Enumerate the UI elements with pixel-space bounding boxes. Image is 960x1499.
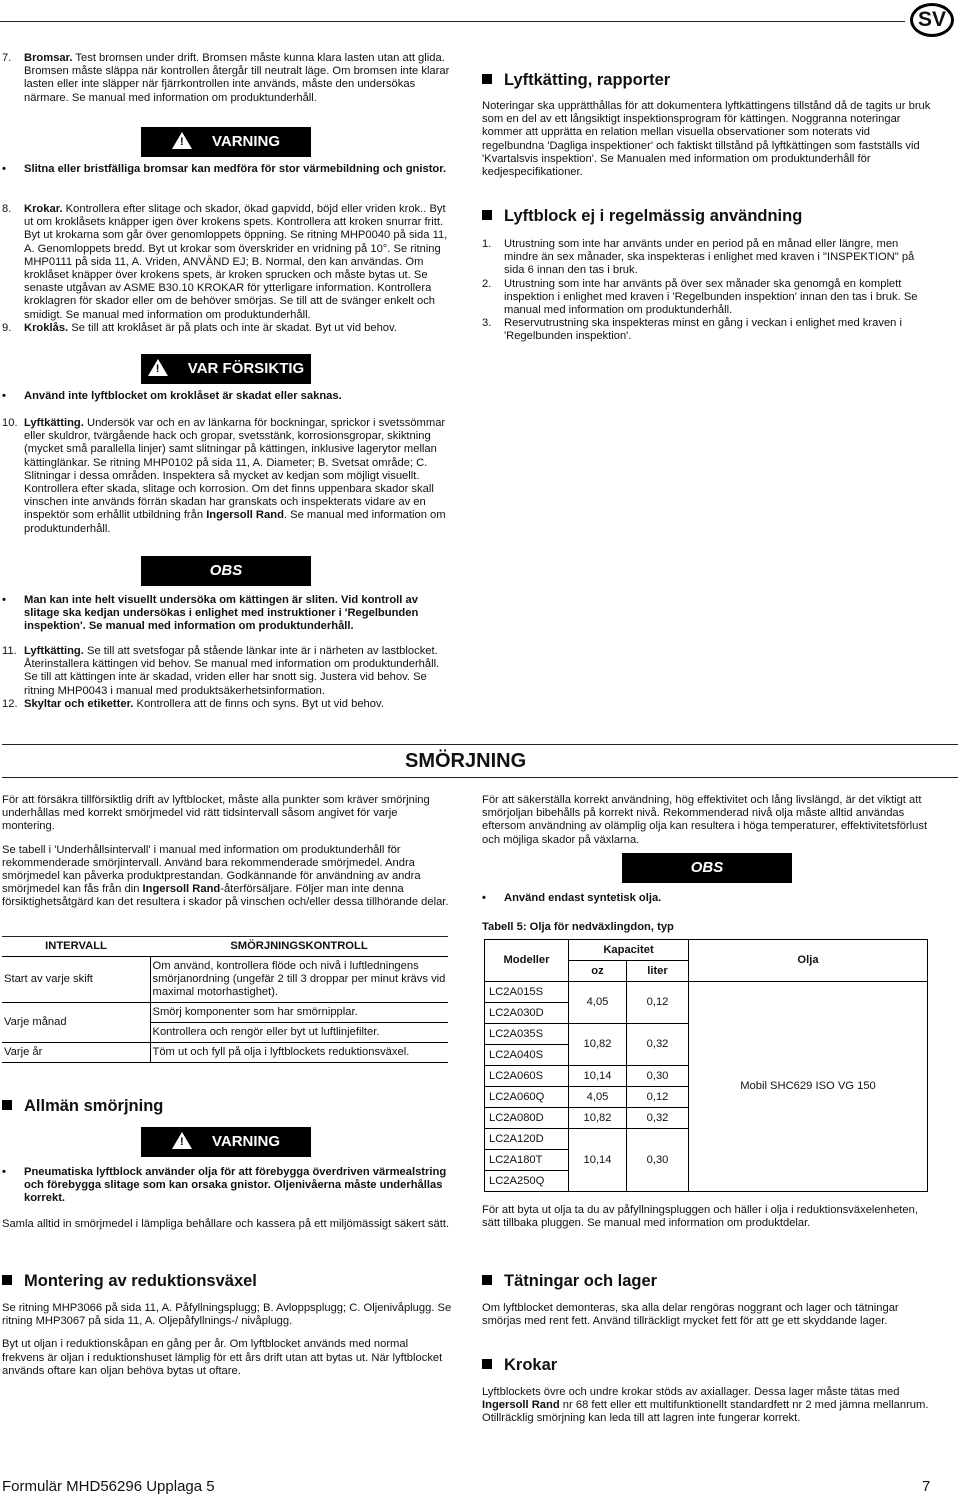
ej-item: 1. Utrustning som inte har använts under en period på en månad eller längre, men mindre än sex månader, ska inspekteras i enlighet med kraven i "INSPEKTION" på sida 6 innan den tas i bruk. bbox=[482, 238, 915, 277]
table-row: LC2A060S 10,14 0,30 bbox=[485, 1066, 928, 1087]
table-header: SMÖRJNINGSKONTROLL bbox=[150, 937, 448, 957]
oil-table bbox=[484, 939, 928, 1192]
table-header: Kapacitet bbox=[569, 940, 689, 961]
obs-oil-text: • Använd endast syntetisk olja. Tabell 5: Olja för nedväxlingdon, typ bbox=[482, 892, 932, 934]
section-square-icon bbox=[482, 1275, 492, 1285]
items-11-12 bbox=[2, 645, 452, 711]
section-rule bbox=[2, 777, 958, 778]
warning-banner-oil: ! VARNING bbox=[141, 1127, 311, 1157]
obs-banner-oil: OBS bbox=[622, 853, 792, 883]
section-heading-rapporter: Lyftkätting, rapporter bbox=[482, 70, 932, 90]
table-row: LC2A030D bbox=[485, 1003, 928, 1024]
item-8: 8. Krokar. Kontrollera efter slitage och skador, ökad gapvidd, böjd eller vriden krok.. Byt ut om kroklåsets knäpper igen över krokens spets. Kontrollera att kroken snurrar fritt. Byt ut krokarna som går över genomloppets öppning. Se ritning MHP0040 på sida 11, A. Genomloppets bredd. Byt ut krokar som överskrider en vridning på 10°. Se ritning MHP0111 på sida 11, A. Vriden, ANVÄND EJ; B. Normal, den kan användas. Om kroklåset knäpper över krokens spets, är kroken sprucken och måste bytas ut. Se senaste utgåvan av ASME B30.10 KROKAR för ytterligare information. Kontrollera kroklagren för skador eller om de behöver smörjas. Se till att de svänger enkelt och smidigt. Se manual med information om produktunderhåll. bbox=[2, 203, 448, 321]
ej-item: 2. Utrustning som inte har använts på över sex månader ska genomgå en komplett inspektion i enlighet med kraven i 'Regelbunden inspektion' innan den tas i bruk. Se manual med information om produktunderhåll. bbox=[482, 277, 918, 317]
ej-item: 3. Reservutrustning ska inspekteras minst en gång i veckan i enlighet med kraven i 'Regelbunden inspektion'. bbox=[482, 317, 902, 343]
section-square-icon bbox=[2, 1100, 12, 1110]
caution-text: • Använd inte lyftblocket om kroklåset är skadat eller saknas. bbox=[2, 390, 450, 403]
table-row: LC2A040S bbox=[485, 1045, 928, 1066]
header-rule bbox=[0, 21, 905, 22]
left-column-inspection bbox=[2, 52, 450, 105]
items-8-9 bbox=[2, 203, 452, 335]
interval-table-wrap bbox=[2, 936, 448, 1063]
table-header: INTERVALL bbox=[2, 937, 150, 957]
table-top-rule bbox=[2, 936, 448, 937]
item-11: 11. Lyftkätting. Se till att svetsfogar på stående länkar inte är i närheten av lastblocket. Återinstallera kättingen vid behov. Se manual med information om produktunderhåll. Se till att kättingen inte är skadad, vriden eller har snott sig. Justera vid behov. Se ritning MHP0043 i manual med produktsäkerhetsinformation. bbox=[2, 645, 440, 697]
table-row: Start av varje skift Om använd, kontrollera flöde och nivå i luftledningens smörjanordning (ungefär 2 till 3 droppar per minut krävs vid maximal motorhastighet). bbox=[2, 957, 448, 1003]
warning-brakes-text: • Slitna eller bristfälliga bromsar kan medföra för stor värmebildning och gnistor. bbox=[2, 163, 450, 176]
oil-table-wrap bbox=[484, 939, 928, 1192]
language-badge: SV bbox=[910, 3, 954, 37]
footer-form-number: Formulär MHD56296 Upplaga 5 bbox=[2, 1478, 215, 1495]
smorjning-heading: SMÖRJNING bbox=[405, 750, 527, 772]
section-square-icon bbox=[482, 210, 492, 220]
item-12: 12. Skyltar och etiketter. Kontrollera att de finns och syns. Byt ut vid behov. bbox=[2, 697, 384, 710]
section-heading-allman: Allmän smörjning bbox=[2, 1096, 452, 1116]
table-header: Olja bbox=[689, 940, 928, 982]
krokar-section: Krokar Lyftblockets övre och undre krokar stöds av axiallager. Dessa lager måste tätas med Ingersoll Rand nr 68 fett eller ett multifunktionellt standardfett nr 2 med jämna mellanrum. Otillräcklig smörjning kan leda till att lagren inte fungerar korrekt. bbox=[482, 1355, 932, 1426]
section-square-icon bbox=[482, 1359, 492, 1369]
section-rule bbox=[2, 744, 958, 745]
allman-section bbox=[2, 1096, 452, 1116]
table-row: Varje månad Smörj komponenter som har smörnipplar. bbox=[2, 1003, 448, 1023]
oil-change-text: För att byta ut olja ta du av påfyllningspluggen och häller i olja i reduktionsväxelenheten, sätt tillbaka pluggen. Se manual med information om produktdelar. bbox=[482, 1204, 918, 1230]
smorjning-left-text: För att försäkra tillförsiktlig drift av lyftblocket, måste alla punkter som kräver smörjning underhållas med korrekt smörjmedel vid rätt tidsintervall såsom angivet för varje montering. Se tabell i 'Underhållsintervall' i manual med information om produktunderhåll för rekommenderade smörjintervall. Använd bara rekommenderade smörjmedel. Andra smörjmedel kan påverka produktprestandan. Godkännande för användning av andra smörjmedel kan fås från din Ingersoll Rand-återförsäljare. Följer man inte denna försiktighetsåtgärd kan det resultera i skador på vinschen och/eller dessa tillhörande delar. bbox=[2, 794, 449, 909]
interval-table bbox=[2, 937, 448, 1063]
table-row: Kontrollera och rengör eller byt ut luftlinjefilter. bbox=[2, 1023, 448, 1043]
table-row: LC2A035S 10,82 0,32 bbox=[485, 1024, 928, 1045]
item-7: 7. Bromsar. Test bromsen under drift. Bromsen måste kunna klara lasten utan att glida. Bromsen måste släppa när kontrollen återgår till neutralt läge. Om bromsen inte klarar lasten eller inte släpper när fjärrkontrollen inte används, måste den undersökas närmare. Se manual med information om produktunderhåll. bbox=[2, 52, 450, 104]
section-square-icon bbox=[482, 74, 492, 84]
right-column-unused bbox=[482, 206, 932, 344]
table-row: LC2A250Q bbox=[485, 1171, 928, 1192]
table-header: oz bbox=[569, 961, 627, 982]
item-9: 9. Kroklås. Se till att kroklåset är på plats och inte är skadat. Byt ut vid behov. bbox=[2, 321, 397, 334]
caution-banner: ! VAR FÖRSIKTIG bbox=[141, 354, 311, 384]
section-heading-tatningar: Tätningar och lager bbox=[482, 1271, 932, 1291]
table-row: LC2A180T bbox=[485, 1150, 928, 1171]
table-row: LC2A015S 4,05 0,12 Mobil SHC629 ISO VG 150 bbox=[485, 982, 928, 1003]
section-heading-montering: Montering av reduktionsväxel bbox=[2, 1271, 452, 1291]
warning-triangle-icon: ! bbox=[148, 359, 168, 376]
table-row: LC2A060Q 4,05 0,12 bbox=[485, 1087, 928, 1108]
tatningar-section: Tätningar och lager Om lyftblocket demonteras, ska alla delar rengöras noggrant och lager och tätningar smörjas med rent fett. Använd tillräckligt mycket fett för att ge ett skyddande lager. bbox=[482, 1271, 932, 1328]
warning-triangle-icon: ! bbox=[172, 132, 192, 149]
section-heading-ej-anvandning: Lyftblock ej i regelmässig användning bbox=[482, 206, 932, 226]
warning-banner-brakes: ! VARNING bbox=[141, 127, 311, 157]
footer-page-number: 7 bbox=[922, 1478, 931, 1495]
item-10-block bbox=[2, 417, 452, 536]
table-header: liter bbox=[627, 961, 689, 982]
table-header: Modeller bbox=[485, 940, 569, 982]
section-heading-krokar: Krokar bbox=[482, 1355, 932, 1375]
warning-triangle-icon: ! bbox=[172, 1132, 192, 1149]
montering-section: Montering av reduktionsväxel Se ritning MHP3066 på sida 11, A. Påfyllningsplugg; B. Avloppsplugg; C. Oljenivåplugg. Se ritning MHP3067 på sida 11, A. Oljepåfyllnings-/ nivåplugg. Byt ut oljan i reduktionskåpan en gång per år. Om lyftblocket används med normal frekvens är oljan i reduktionshuset lämplig för ett års drift utan att bytas ut. När lyftblocket används oftare kan oljan behöva bytas ut oftare. bbox=[2, 1272, 452, 1377]
right-column-reports: Lyftkätting, rapporter Noteringar ska upprätthållas för att dokumentera lyftkättingens tillstånd då de tagits ur bruk som en del av ett långsiktigt inspektionsprogram för kättingen. Noggranna noteringar kommer att upprätta en relation mellan visuella observationer som noterats vid regelbundna 'Dagliga inspektioner' och faktiskt tillstånd på lyftkättingen som fastställs vid 'Kvartalsvis inspektion'. Se Manualen med information om produktunderhåll för kedjespecifikationer. bbox=[482, 71, 931, 179]
obs-chain-text: • Man kan inte helt visuellt undersöka om kättingen är sliten. Vid kontroll av slitage ska kedjan undersökas i enlighet med instruktioner i 'Regelbunden inspektion'. Se manual med information om produktunderhåll. bbox=[2, 594, 452, 634]
smorjning-right-text: För att säkerställa korrekt användning, hög effektivitet och lång livslängd, är det viktigt att smörjoljan bibehålls på korrekt nivå. Rekommenderad nivå olja måste alltid användas eftersom användning av olämplig olja kan resultera i höga temperaturer, effektivitetsförlust och möjliga skador på växlarna. bbox=[482, 794, 928, 846]
obs-banner-chain: OBS bbox=[141, 556, 311, 586]
table-row: Varje år Töm ut och fyll på olja i lyftblockets reduktionsväxel. bbox=[2, 1043, 448, 1063]
table-row: LC2A080D 10,82 0,32 bbox=[485, 1108, 928, 1129]
warning-oil-text: • Pneumatiska lyftblock använder olja för att förebygga överdriven värmealstring och förebygga slitage som kan orsaka gnistor. Oljenivåerna måste underhållas korrekt. Samla alltid in smörjmedel i lämpliga behållare och kassera på ett miljömässigt säkert sätt. bbox=[2, 1166, 452, 1231]
table-row: LC2A120D 10,14 0,30 bbox=[485, 1129, 928, 1150]
section-square-icon bbox=[2, 1275, 12, 1285]
item-10: 10. Lyftkätting. Undersök var och en av länkarna för bockningar, sprickor i svetssömmar eller skuldror, tvärgående hack och gropar, svetsstänk, korrosionsgropar, skiktning (mycket små parallella linjer) samt slitningar på kättingen, inklusive lagerytor mellan kättinglänkar. Se ritning MHP0102 på sida 11, A. Diameter; B. Svetsat område; C. Slitningar i dessa områden. Inspektera så mycket av kedjan som möjligt visuellt. Kontrollera efter skada, slitage och korrosion. Om det finns uppenbara skador skall vinschen inte används förrän skadan har granskats och inspekterats vidare av en inspektör som erhållit utbildning från Ingersoll Rand. Se manual med information om produktunderhåll. bbox=[2, 417, 446, 535]
